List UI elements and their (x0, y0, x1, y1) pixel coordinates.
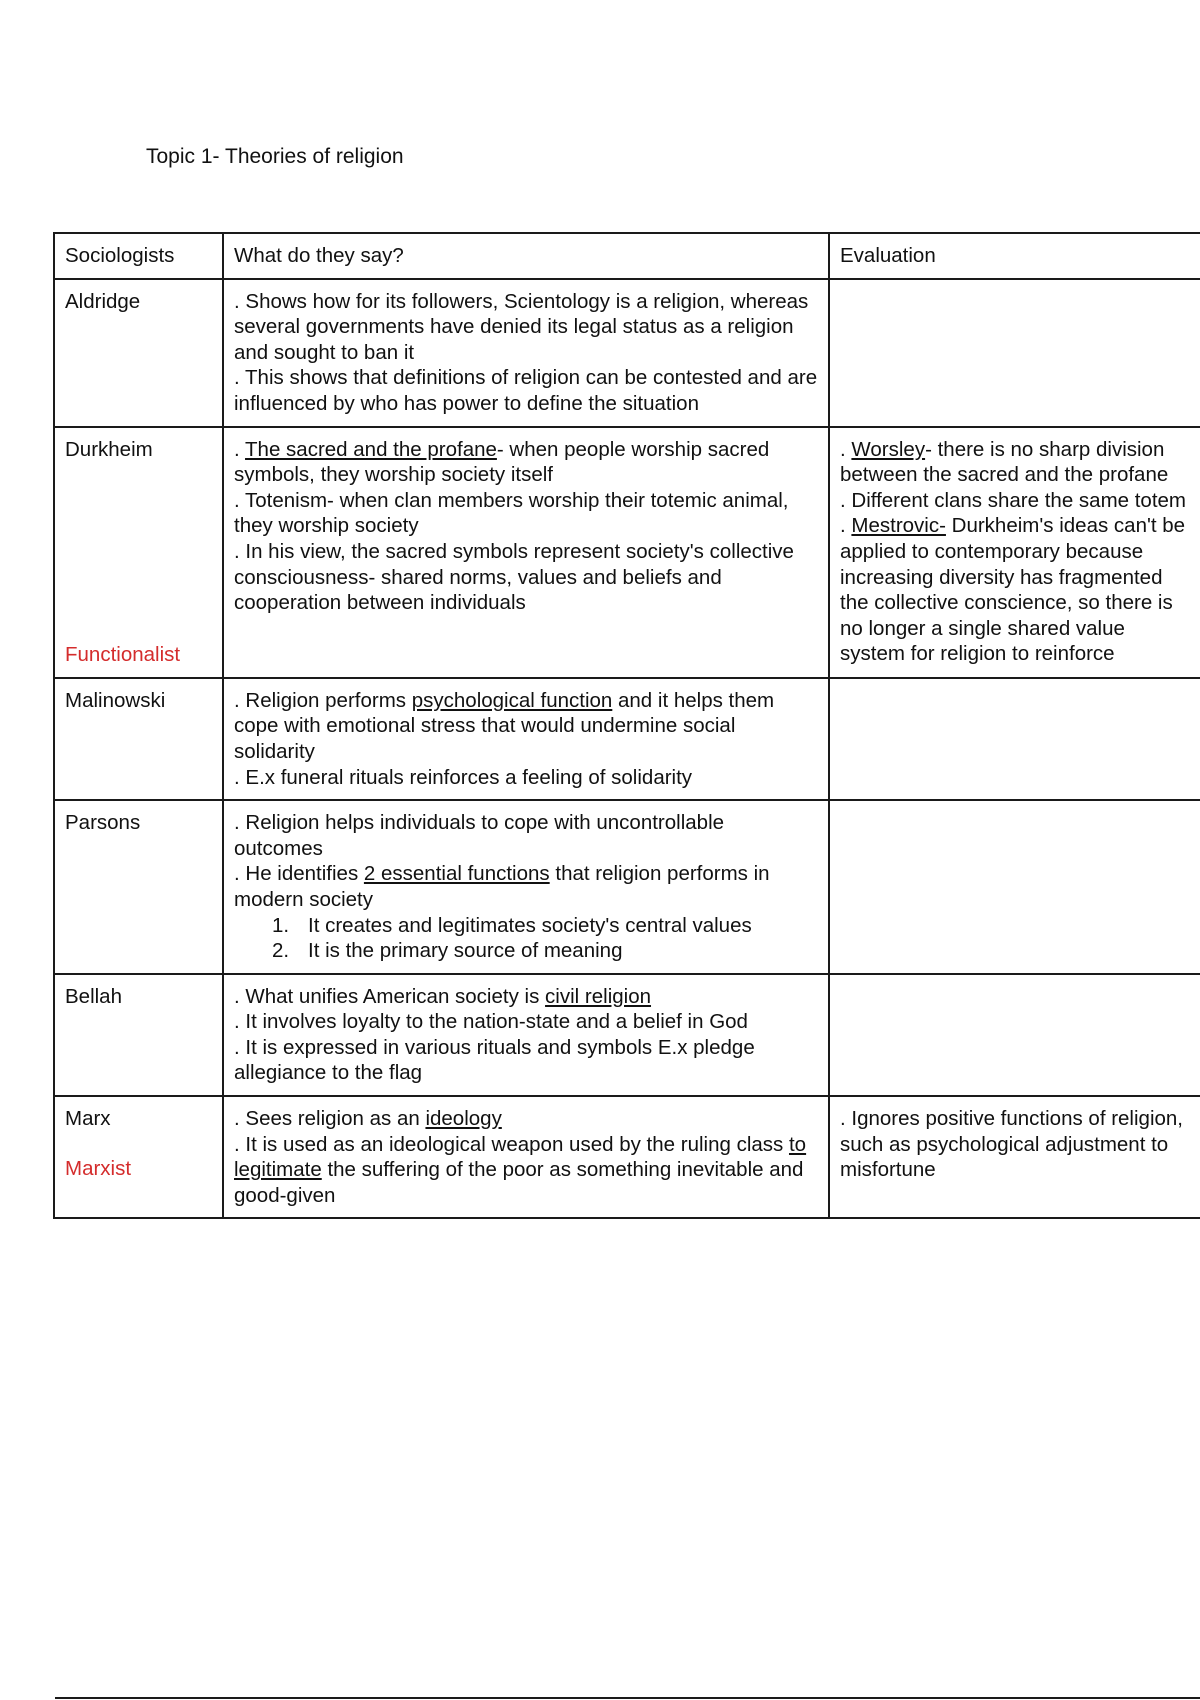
evaluation-cell (829, 800, 1200, 974)
key-term: Mestrovic- (851, 514, 946, 538)
note-line: . It involves loyalty to the nation-state and a belief in God (234, 1010, 748, 1034)
sociologist-cell (54, 800, 223, 974)
note-line (234, 1132, 818, 1209)
table-row (54, 678, 1200, 800)
line-prefix: . What unifies American society is (234, 984, 546, 1008)
sociologist-cell (54, 279, 223, 427)
note-line (234, 437, 818, 488)
numbered-item (234, 913, 818, 939)
table-row (54, 427, 1200, 678)
sociologist-name: Parsons (65, 811, 141, 835)
line-prefix: . It is used as an ideological weapon used by the ruling class (234, 1132, 789, 1156)
table-row (54, 1096, 1200, 1218)
note-line: . It is expressed in various rituals and symbols E.x pledge allegiance to the flag (234, 1035, 755, 1085)
what-they-say-cell (223, 279, 829, 427)
evaluation-line: . Different clans share the same totem (840, 488, 1187, 512)
key-term: ideology (425, 1107, 502, 1131)
table-row (54, 279, 1200, 427)
key-term: psychological function (411, 688, 613, 712)
sociologist-cell (54, 1096, 223, 1218)
key-term: The sacred and the profane (245, 437, 497, 461)
item-number: 2. (272, 939, 290, 963)
item-text: It creates and legitimates society's central values (308, 913, 752, 937)
table-row (54, 800, 1200, 974)
line-prefix: . Religion performs (234, 688, 412, 712)
key-term: to legitimate (234, 1132, 807, 1182)
line-prefix: . (234, 437, 246, 461)
sociologist-cell (54, 678, 223, 800)
header-evaluation: Evaluation (829, 233, 1200, 279)
evaluation-cell (829, 678, 1200, 800)
what-they-say-cell (223, 800, 829, 974)
page-bottom-rule (55, 1697, 1200, 1699)
header-what-they-say: What do they say? (223, 233, 829, 279)
line-rest: - there is no sharp division between the sacred and the profane (840, 437, 1169, 487)
what-they-say-cell (223, 974, 829, 1096)
key-term: Worsley (851, 437, 926, 461)
note-line: . In his view, the sacred symbols represent society's collective consciousness- shared norms, values and beliefs and cooperation between individuals (234, 539, 794, 615)
evaluation-line: . Ignores positive functions of religion, such as psychological adjustment to misfortune (840, 1107, 1183, 1182)
page-title: Topic 1- Theories of religion (146, 145, 404, 168)
sociologist-name: Bellah (65, 984, 122, 1008)
sociologist-cell (54, 427, 223, 678)
note-line: . E.x funeral rituals reinforces a feeling of solidarity (234, 765, 693, 789)
sociologist-name: Marx (65, 1107, 111, 1131)
line-prefix: . (840, 514, 852, 538)
evaluation-line (840, 513, 1191, 667)
line-prefix: . (840, 437, 852, 461)
evaluation-cell (829, 974, 1200, 1096)
what-they-say-cell (223, 427, 829, 678)
note-line (234, 688, 818, 765)
note-line: . Religion helps individuals to cope with uncontrollable outcomes (234, 811, 725, 860)
table-header-row (54, 233, 1200, 279)
table-row (54, 974, 1200, 1096)
evaluation-cell (829, 1096, 1200, 1218)
note-line (234, 861, 818, 912)
note-line (234, 984, 818, 1010)
sociologist-name: Malinowski (65, 688, 166, 712)
line-rest: the suffering of the poor as something inevitable and good-given (234, 1158, 804, 1207)
sociologist-cell (54, 974, 223, 1096)
sociologist-name: Durkheim (65, 437, 153, 461)
key-term: civil religion (545, 984, 652, 1008)
item-text: It is the primary source of meaning (308, 939, 623, 963)
theory-label: Functionalist (65, 643, 181, 667)
evaluation-cell (829, 427, 1200, 678)
item-number: 1. (272, 913, 290, 937)
evaluation-line (840, 437, 1191, 488)
note-line (234, 1106, 818, 1132)
note-line: . Totenism- when clan members worship their totemic animal, they worship society (234, 488, 789, 538)
what-they-say-cell (223, 678, 829, 800)
line-prefix: . Sees religion as an (234, 1107, 426, 1131)
theory-label: Marxist (65, 1156, 132, 1180)
theories-table (53, 232, 1200, 1219)
line-rest: and it helps them cope with emotional stress that would undermine social solidarity (234, 688, 775, 763)
key-term: 2 essential functions (363, 862, 550, 886)
line-rest: - when people worship sacred symbols, they worship society itself (234, 437, 770, 487)
what-they-say-cell (223, 1096, 829, 1218)
line-rest: Durkheim's ideas can't be applied to contemporary because increasing diversity has fragmented the collective conscience, so there is no longer a single shared value system for religion to reinforce (840, 514, 1186, 666)
note-line: . This shows that definitions of religion can be contested and are influenced by who has power to define the situation (234, 366, 818, 415)
line-prefix: . He identifies (234, 862, 364, 886)
numbered-item (234, 938, 818, 964)
line-rest: that religion performs in modern society (234, 862, 770, 911)
note-line: . Shows how for its followers, Scientology is a religion, whereas several governments have denied its legal status as a religion and sought to ban it (234, 289, 809, 364)
sociologist-name: Aldridge (65, 289, 141, 313)
header-sociologists: Sociologists (54, 233, 223, 279)
evaluation-cell (829, 279, 1200, 427)
